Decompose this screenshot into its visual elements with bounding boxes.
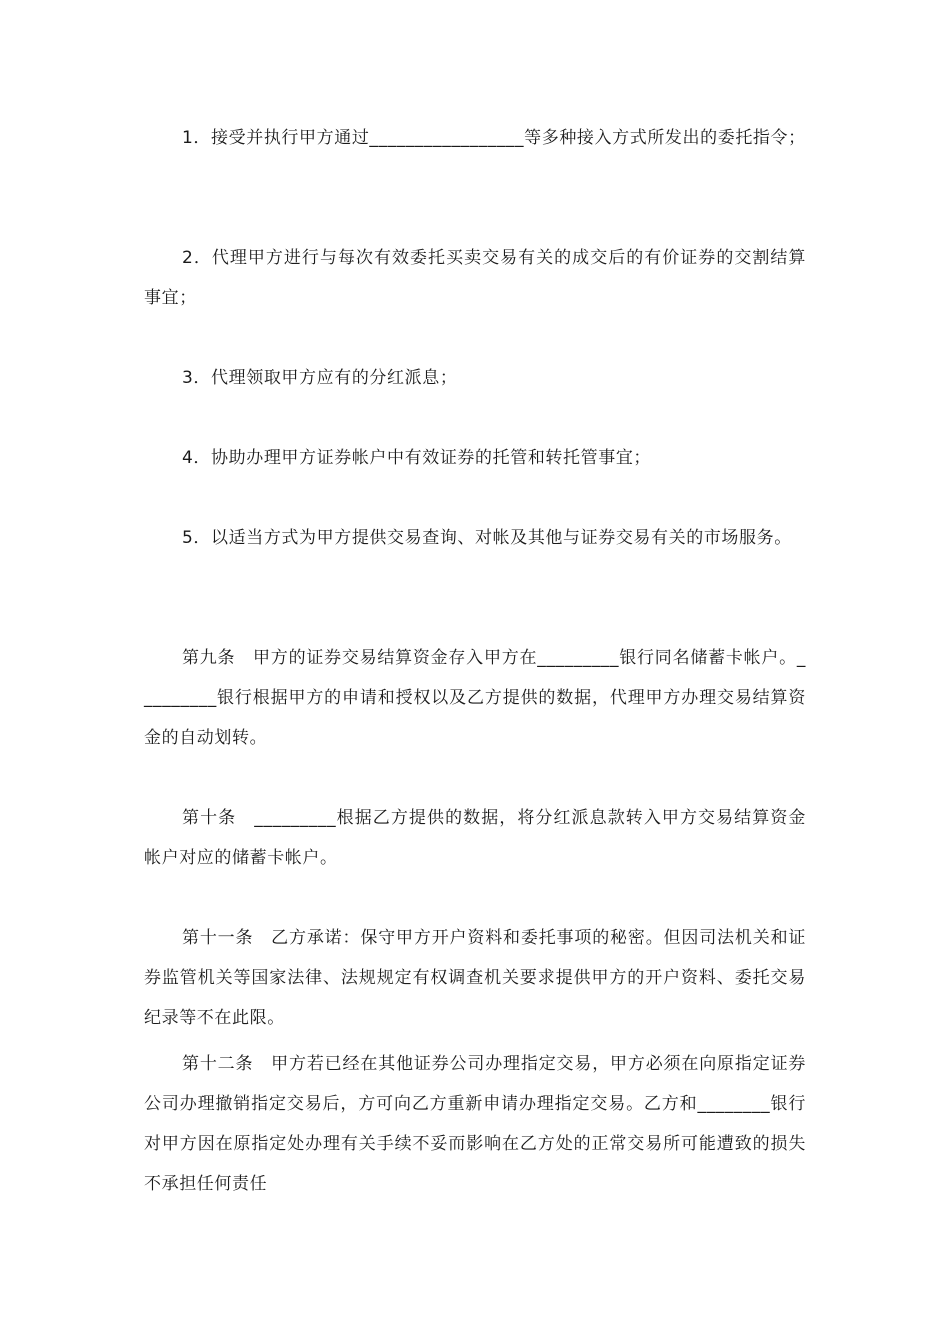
article-11: 第十一条 乙方承诺：保守甲方开户资料和委托事项的秘密。但因司法机关和证券监管机关等国家法律、法规规定有权调查机关要求提供甲方的开户资料、委托交易纪录等不在此限。 <box>144 928 806 1028</box>
service-item-2: 2．代理甲方进行与每次有效委托买卖交易有关的成交后的有价证券的交割结算事宜； <box>144 248 806 308</box>
article-10: 第十条 _________根据乙方提供的数据，将分红派息款转入甲方交易结算资金帐户对应的储蓄卡帐户。 <box>144 808 806 868</box>
service-item-1: 1．接受并执行甲方通过_________________等多种接入方式所发出的委托指令； <box>182 128 806 148</box>
service-item-3: 3．代理领取甲方应有的分红派息； <box>182 368 458 388</box>
article-12: 第十二条 甲方若已经在其他证券公司办理指定交易，甲方必须在向原指定证券公司办理撤销指定交易后，方可向乙方重新申请办理指定交易。乙方和________银行对甲方因在原指定处办理有关手续不妥而影响在乙方处的正常交易所可能遭致的损失不承担任何责任 <box>144 1054 806 1194</box>
service-item-4: 4．协助办理甲方证券帐户中有效证券的托管和转托管事宜； <box>182 448 652 468</box>
service-item-5: 5．以适当方式为甲方提供交易查询、对帐及其他与证券交易有关的市场服务。 <box>182 528 792 548</box>
article-9: 第九条 甲方的证券交易结算资金存入甲方在_________银行同名储蓄卡帐户。_________银行根据甲方的申请和授权以及乙方提供的数据，代理甲方办理交易结算资金的自动划转。 <box>144 648 806 748</box>
